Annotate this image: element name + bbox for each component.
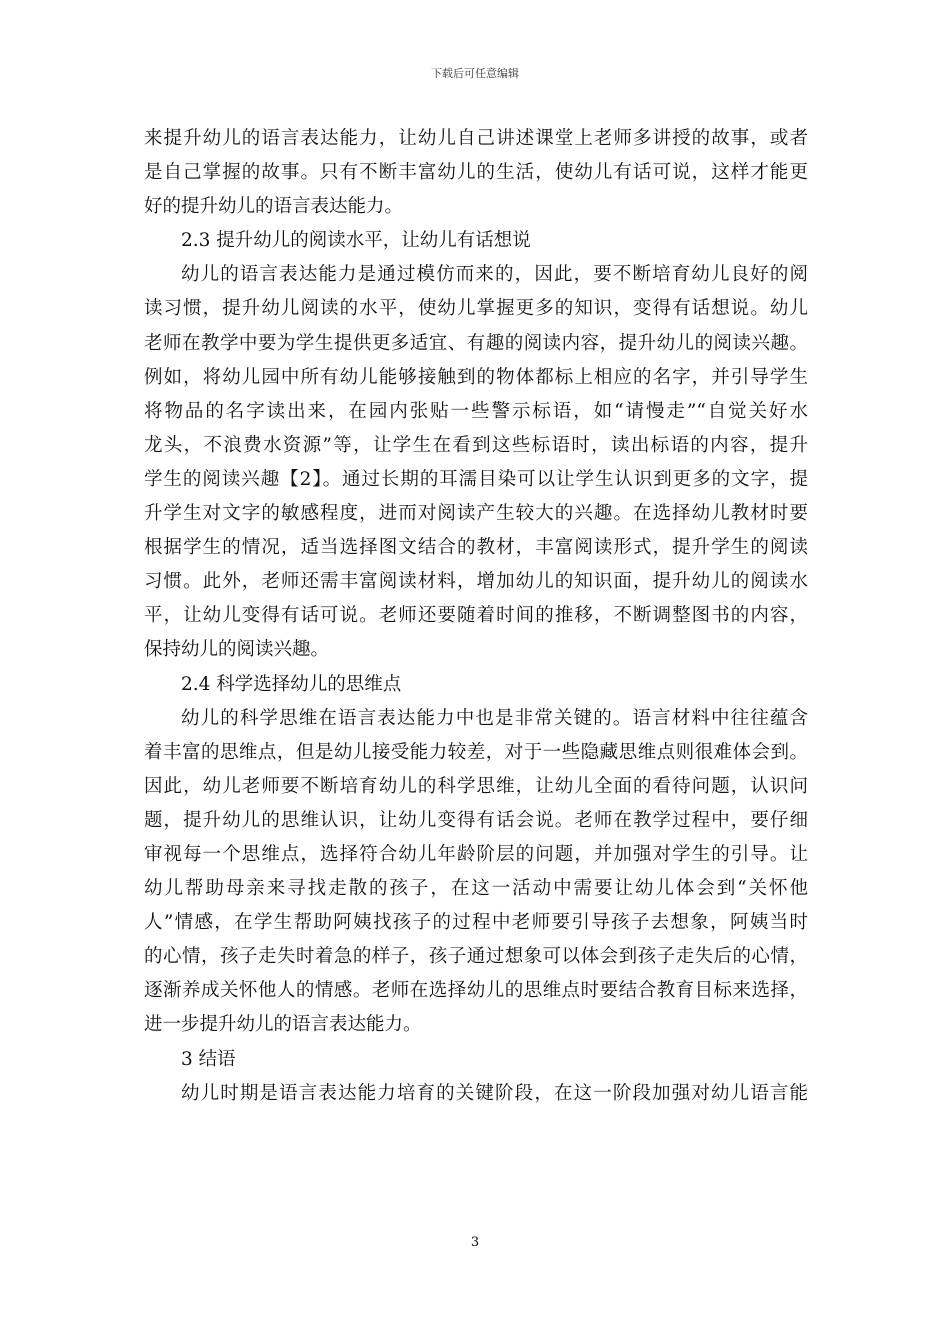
text-line: 3 结语 [181,1048,236,1070]
text-line: 审视每一个思维点，选择符合幼儿年龄阶层的问题，并加强对学生的引导。让 [144,843,808,865]
text-line: 幼儿帮助母亲来寻找走散的孩子，在这一活动中需要让幼儿体会到“关怀他 [144,878,808,900]
text-line: 幼儿的科学思维在语言表达能力中也是非常关键的。语言材料中往往蕴含 [181,707,808,729]
text-line: 平，让幼儿变得有话可说。老师还要随着时间的推移，不断调整图书的内容， [144,605,808,627]
text-line: 人”情感，在学生帮助阿姨找孩子的过程中老师要引导孩子去想象，阿姨当时 [144,912,808,934]
text-line: 是自己掌握的故事。只有不断丰富幼儿的生活，使幼儿有话可说，这样才能更 [144,162,808,184]
text-line: 幼儿的语言表达能力是通过模仿而来的，因此，要不断培育幼儿良好的阅 [181,264,808,286]
page-number: 3 [470,1235,480,1250]
text-line: 保持幼儿的阅读兴趣。 [144,639,330,661]
text-line: 2.3 提升幼儿的阅读水平，让幼儿有话想说 [181,230,531,252]
text-line: 幼儿时期是语言表达能力培育的关键阶段，在这一阶段加强对幼儿语言能 [181,1082,808,1104]
text-line: 因此，幼儿老师要不断培育幼儿的科学思维，让幼儿全面的看待问题，认识问 [144,775,808,797]
text-line: 读习惯，提升幼儿阅读的水平，使幼儿掌握更多的知识，变得有话想说。幼儿 [144,298,808,320]
body-text [144,122,808,1111]
text-line: 龙头，不浪费水资源”等，让学生在看到这些标语时，读出标语的内容，提升 [144,434,808,456]
text-line: 习惯。此外，老师还需丰富阅读材料，增加幼儿的知识面，提升幼儿的阅读水 [144,571,808,593]
text-line: 2.4 科学选择幼儿的思维点 [181,673,402,695]
text-line: 的心情，孩子走失时着急的样子，孩子通过想象可以体会到孩子走失后的心情， [144,946,808,968]
text-line: 着丰富的思维点，但是幼儿接受能力较差，对于一些隐藏思维点则很难体会到。 [144,741,808,763]
text-line: 例如，将幼儿园中所有幼儿能够接触到的物体都标上相应的名字，并引导学生 [144,366,808,388]
text-line: 逐渐养成关怀他人的情感。老师在选择幼儿的思维点时要结合教育目标来选择， [144,980,808,1002]
text-line: 根据学生的情况，适当选择图文结合的教材，丰富阅读形式，提升学生的阅读 [144,537,808,559]
page-header: 下载后可任意编辑 [431,67,519,80]
text-line: 将物品的名字读出来，在园内张贴一些警示标语，如“请慢走”“自觉关好水 [144,400,808,422]
text-line: 好的提升幼儿的语言表达能力。 [144,196,404,218]
text-line: 题，提升幼儿的思维认识，让幼儿变得有话会说。老师在教学过程中，要仔细 [144,809,808,831]
text-line: 升学生对文字的敏感程度，进而对阅读产生较大的兴趣。在选择幼儿教材时要 [144,503,808,525]
text-line: 来提升幼儿的语言表达能力，让幼儿自己讲述课堂上老师多讲授的故事，或者 [144,128,808,149]
text-line: 老师在教学中要为学生提供更多适宜、有趣的阅读内容，提升幼儿的阅读兴趣。 [144,332,808,354]
text-line: 进一步提升幼儿的语言表达能力。 [144,1014,422,1036]
text-line: 学生的阅读兴趣【2】。通过长期的耳濡目染可以让学生认识到更多的文字，提 [144,468,808,490]
